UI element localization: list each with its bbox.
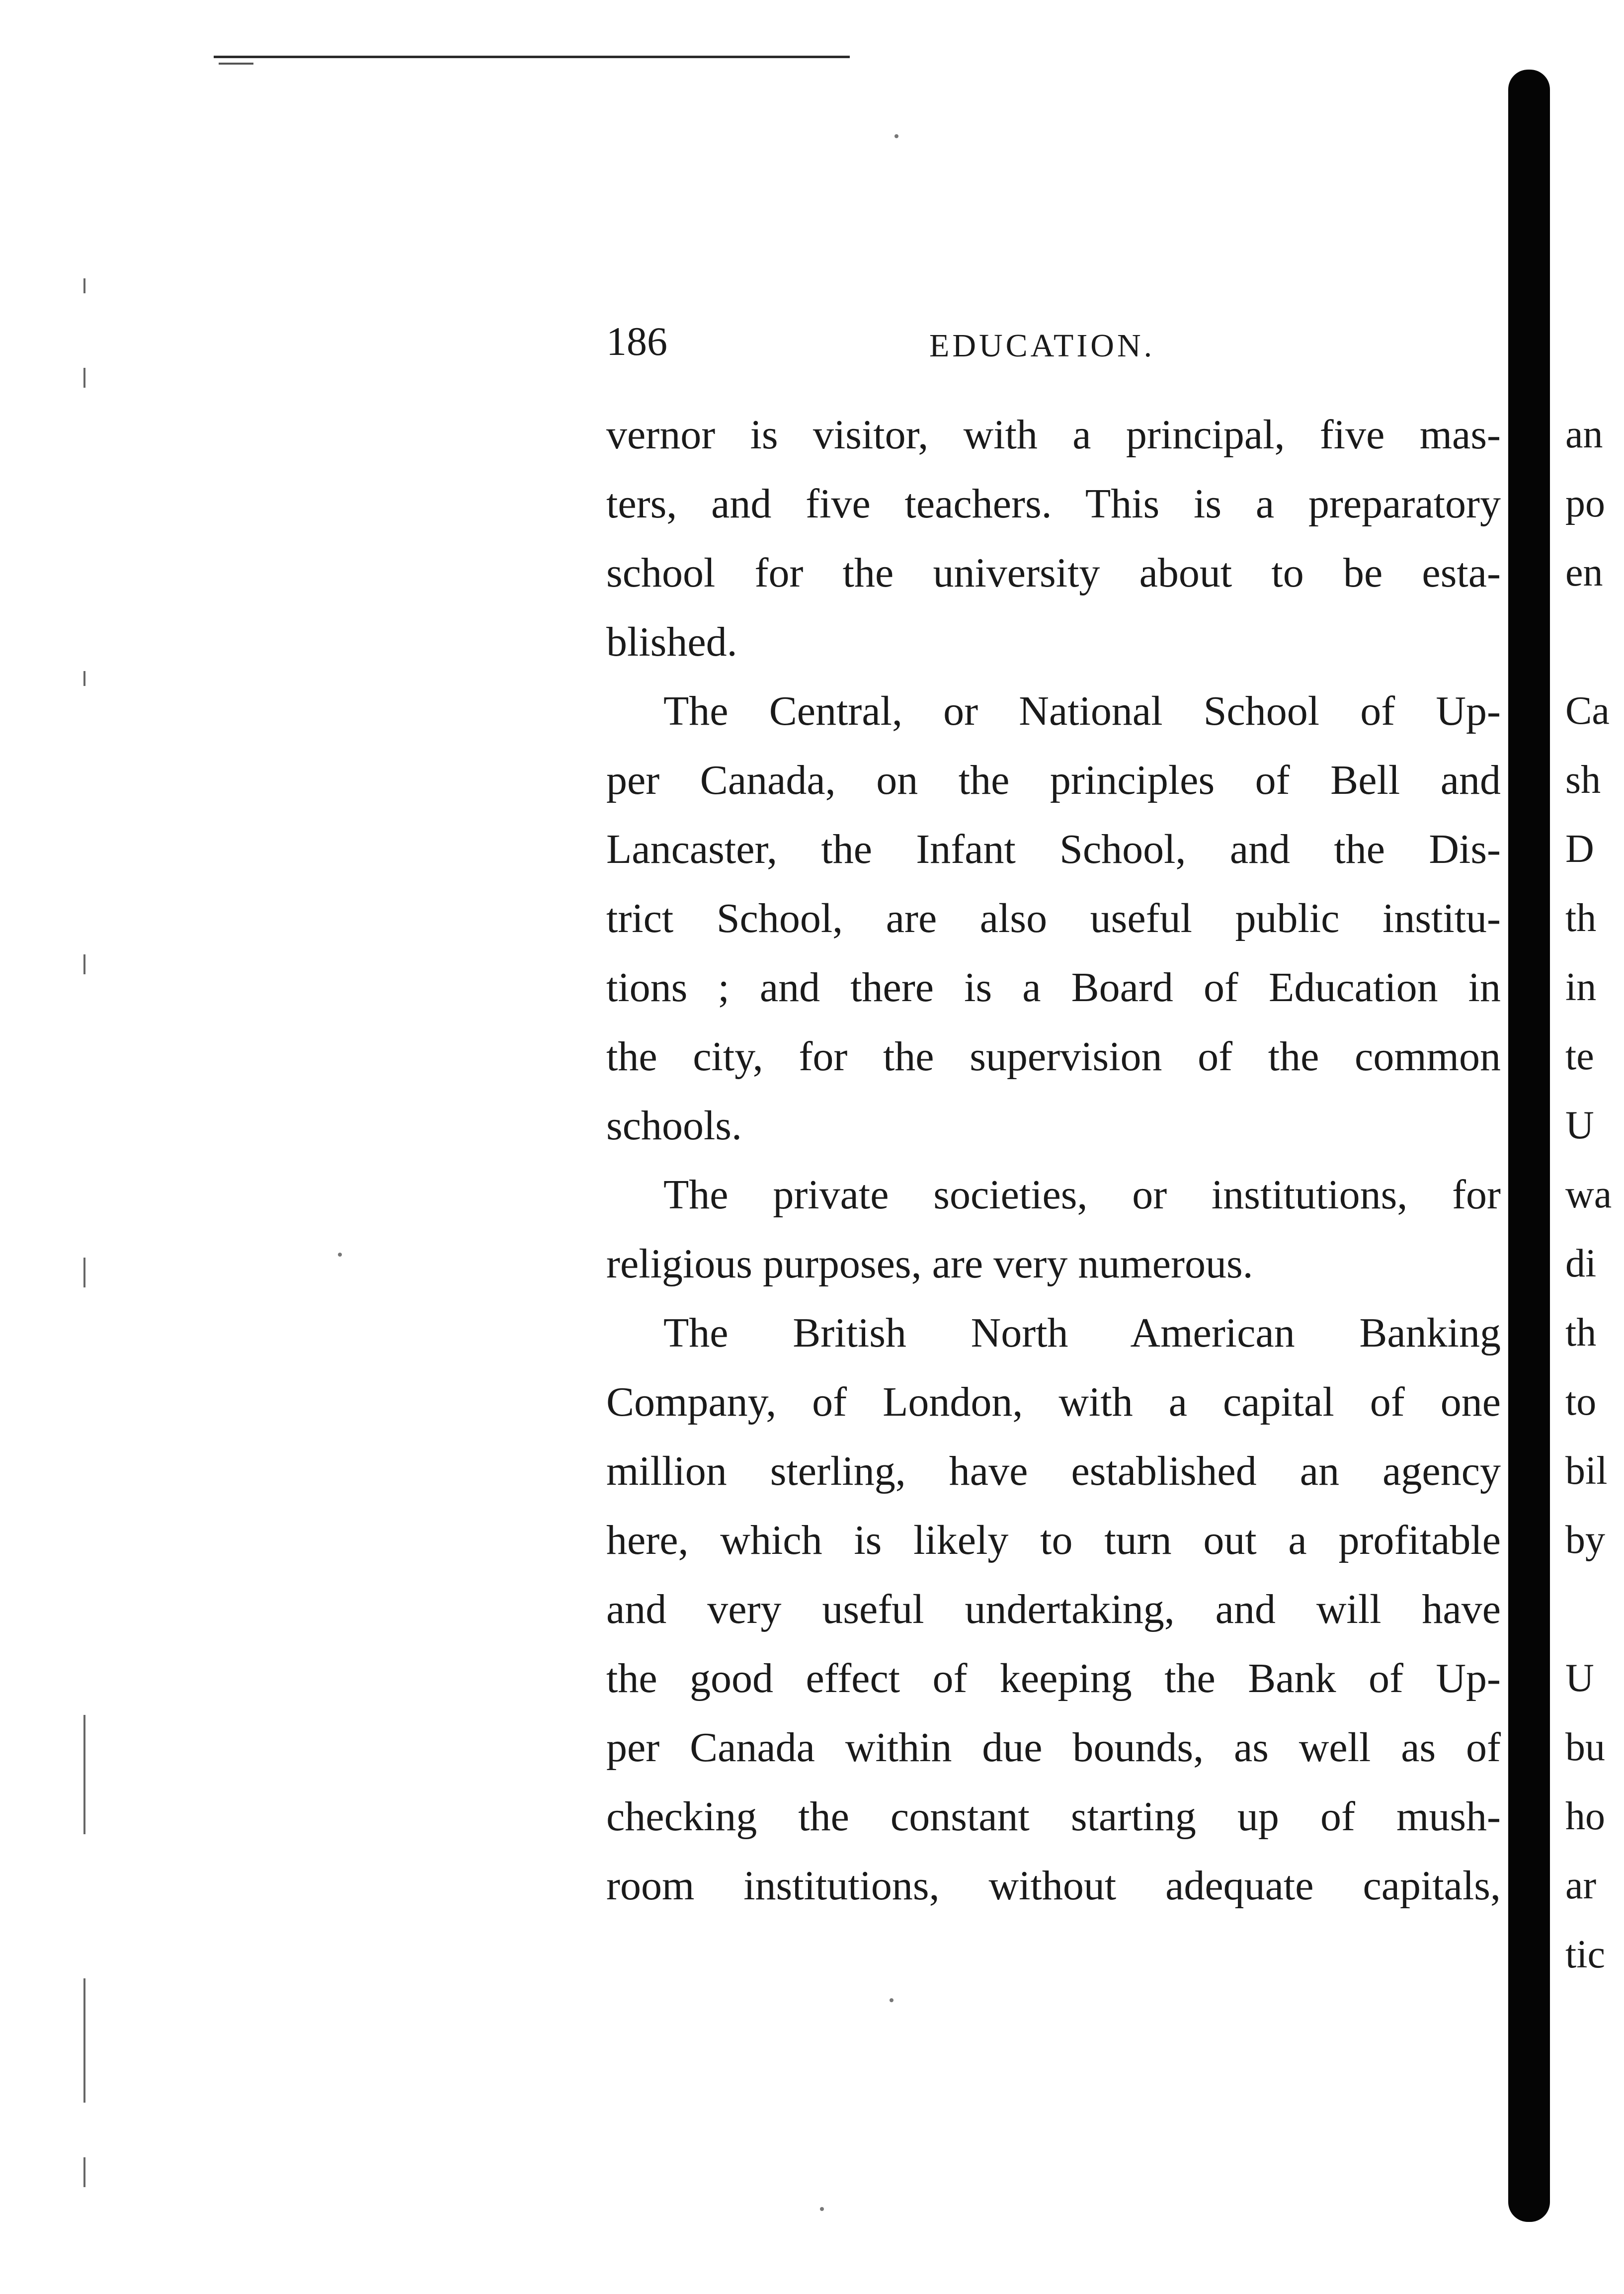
adjacent-page-text-fragment [1565,1575,1624,1644]
scan-speck [890,1998,893,2002]
adjacent-page-text-fragment: bu [1565,1725,1605,1769]
scan-speck [83,671,85,686]
body-text [606,400,1501,1920]
scan-speck [83,368,85,388]
text-line: per Canada, on the principles of Bell and [606,757,1501,803]
page-number: 186 [606,319,667,364]
text-line: the good effect of keeping the Bank of Up- [606,1655,1501,1701]
page-header [606,318,1501,368]
scan-speck [338,1253,342,1257]
scan-speck [820,2207,824,2211]
scan-speck [894,134,898,138]
adjacent-page-text-fragment: en [1565,551,1603,595]
scan-speck [83,2157,85,2187]
adjacent-page-text-fragment: te [1565,1034,1594,1078]
running-head: EDUCATION. [929,328,1155,364]
text-line: here, which is likely to turn out a profitable [606,1517,1501,1563]
adjacent-page-text-fragment: an [1565,413,1603,456]
text-line: The private societies, or institutions, for [663,1172,1501,1218]
top-rule [214,56,850,58]
text-line: The British North American Banking [663,1310,1501,1356]
text-line: The Central, or National School of Up- [663,688,1501,734]
text-line: tions ; and there is a Board of Education in [606,964,1501,1011]
adjacent-page-fragment [1565,400,1624,1989]
adjacent-page-text-fragment: U [1565,1104,1594,1147]
adjacent-page-text-fragment: ar [1565,1864,1597,1907]
adjacent-page-text-fragment: in [1565,965,1597,1009]
scan-speck [83,1978,85,2103]
adjacent-page-text-fragment: bil [1565,1449,1608,1493]
adjacent-page-text-fragment: by [1565,1518,1605,1562]
scan-speck [83,1258,85,1287]
text-line: million sterling, have established an agency [606,1448,1501,1494]
adjacent-page-text-fragment: sh [1565,758,1601,802]
adjacent-page-text-fragment: U [1565,1656,1594,1700]
adjacent-page-text-fragment: ho [1565,1794,1605,1838]
top-rule-fragment [219,63,253,65]
text-line: per Canada within due bounds, as well as of [606,1724,1501,1771]
text-line: blished. [606,619,737,665]
text-line: schools. [606,1103,742,1149]
text-line: school for the university about to be esta- [606,550,1501,596]
adjacent-page-text-fragment [1565,607,1624,677]
adjacent-page-text-fragment: th [1565,896,1597,940]
adjacent-page-text-fragment: wa [1565,1173,1612,1216]
scan-speck [83,278,85,293]
text-line: the city, for the supervision of the common [606,1033,1501,1080]
text-line: vernor is visitor, with a principal, five mas- [606,412,1501,458]
adjacent-page-text-fragment: D [1565,827,1594,871]
scan-speck [83,1715,85,1834]
adjacent-page-text-fragment: tic [1565,1933,1605,1976]
adjacent-page-text-fragment: po [1565,482,1605,525]
text-line: Company, of London, with a capital of one [606,1379,1501,1425]
text-line: ters, and five teachers. This is a preparatory [606,481,1501,527]
binding-gutter-shadow [1508,70,1550,2222]
text-line: religious purposes, are very numerous. [606,1241,1253,1287]
text-line: room institutions, without adequate capitals, [606,1863,1501,1909]
text-line: and very useful undertaking, and will have [606,1586,1501,1632]
scan-speck [83,954,85,974]
text-line: trict School, are also useful public institu- [606,895,1501,941]
text-line: checking the constant starting up of mush- [606,1793,1501,1840]
adjacent-page-text-fragment: di [1565,1242,1597,1285]
adjacent-page-text-fragment: Ca [1565,689,1610,733]
adjacent-page-text-fragment: th [1565,1311,1597,1355]
text-line: Lancaster, the Infant School, and the Dis- [606,826,1501,872]
adjacent-page-text-fragment: to [1565,1380,1597,1424]
